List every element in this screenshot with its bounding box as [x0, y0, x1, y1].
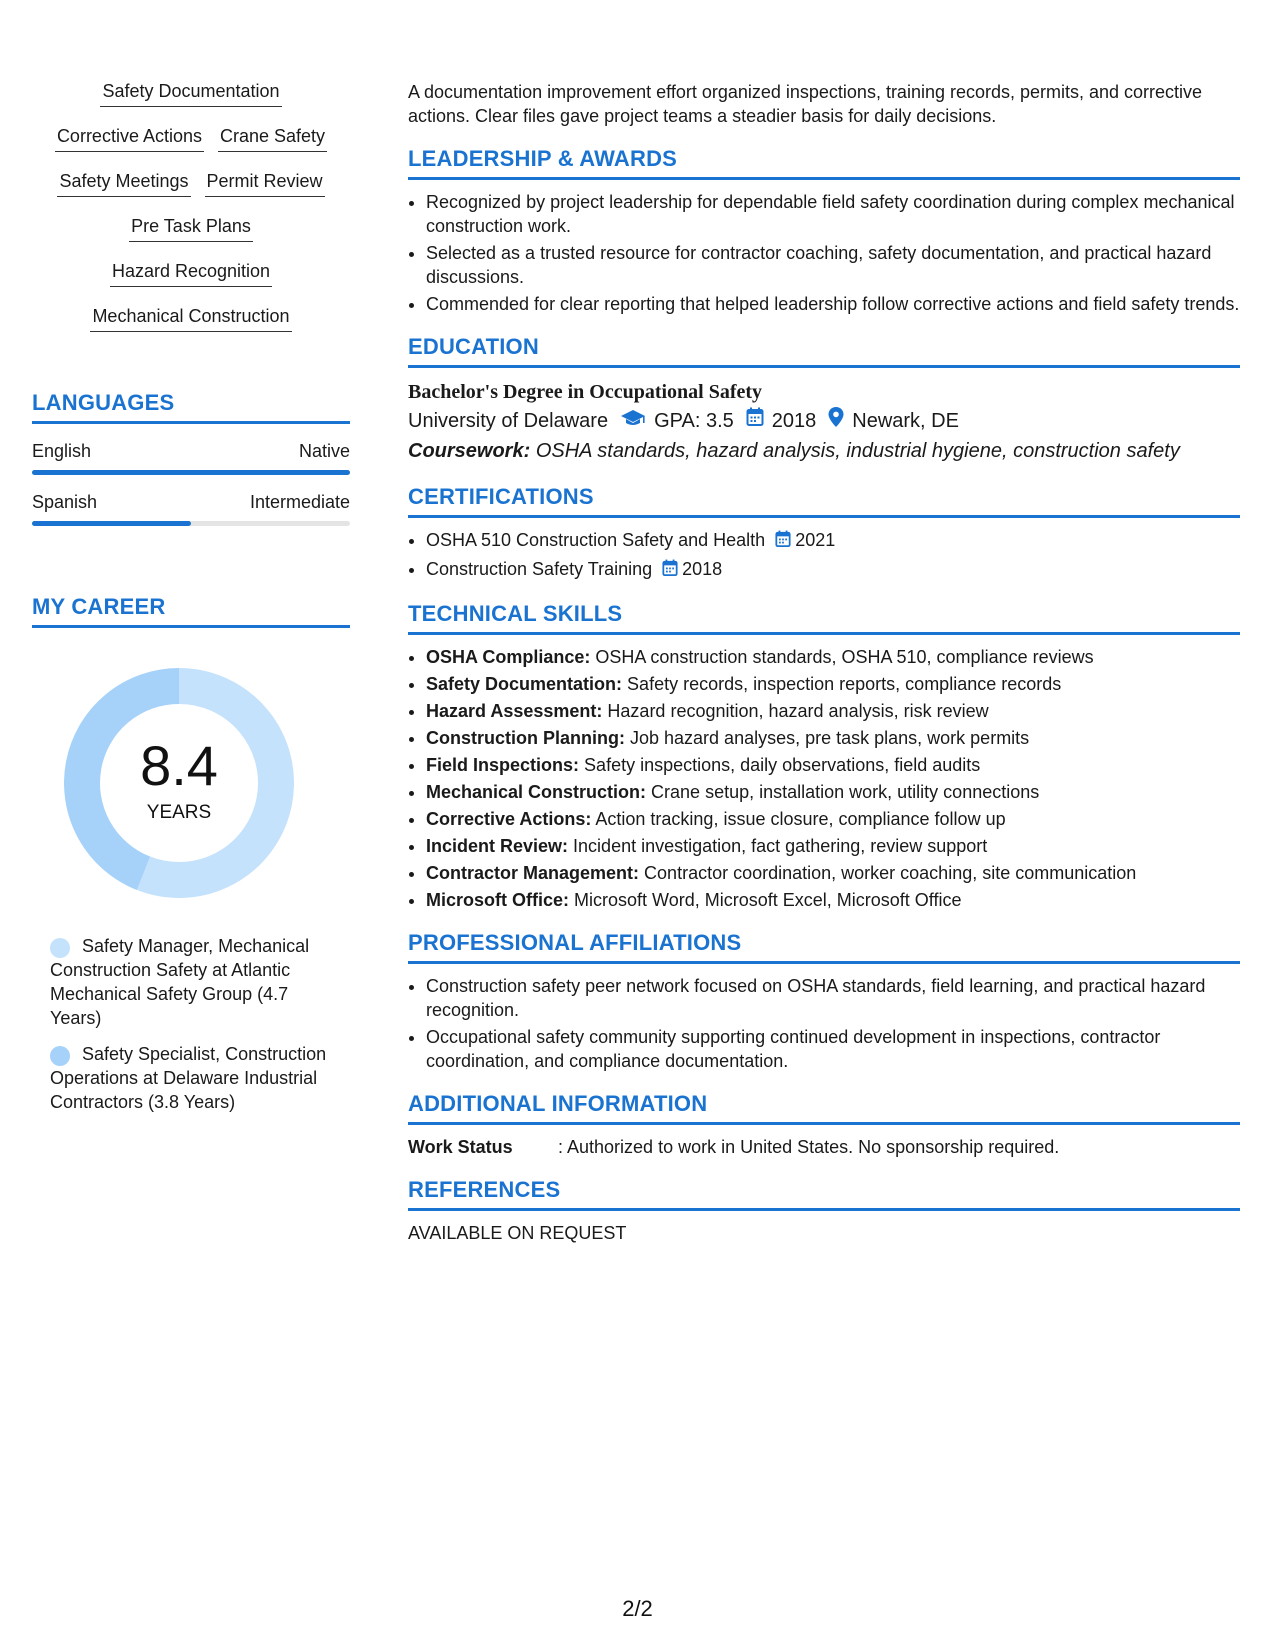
education-location: Newark, DE — [852, 410, 959, 432]
technical-skill-label: Construction Planning: — [426, 728, 625, 748]
leadership-item: • Commended for clear reporting that helped leadership follow corrective actions and field safety trends. — [426, 292, 1240, 316]
coursework-label: Coursework: — [408, 440, 531, 462]
calendar-icon — [662, 559, 678, 583]
career-total: 8.4 — [140, 734, 218, 797]
skill-tags — [32, 80, 350, 350]
technical-skill-label: Microsoft Office: — [426, 890, 570, 910]
education-meta — [408, 406, 1240, 436]
career-dot — [50, 938, 70, 958]
additional-title: ADDITIONAL INFORMATION — [408, 1091, 1240, 1125]
technical-skill-label: Safety Documentation: — [426, 674, 623, 694]
career-item-text: Safety Manager, Mechanical Construction Safety at Atlantic Mechanical Safety Group (4.7 Years) — [50, 936, 310, 1028]
certifications-section — [408, 484, 1240, 583]
language-row — [32, 440, 350, 462]
language-name: Spanish — [32, 492, 98, 512]
language-bar — [32, 521, 350, 526]
technical-skill-label: Hazard Assessment: — [426, 701, 603, 721]
career-unit: YEARS — [146, 802, 212, 823]
career-item — [50, 934, 340, 1030]
work-status-value: : Authorized to work in United States. No sponsorship required. — [558, 1137, 1060, 1157]
calendar-icon — [775, 530, 791, 554]
technical-skills-list — [408, 645, 1240, 912]
language-bar-fill — [32, 521, 191, 526]
affiliations-title: PROFESSIONAL AFFILIATIONS — [408, 930, 1240, 964]
certification-name: Construction Safety Training — [426, 559, 653, 579]
career-title: MY CAREER — [32, 594, 350, 628]
career-list — [50, 934, 340, 1114]
intro-paragraph: A documentation improvement effort organized inspections, training records, permits, and corrective actions. Clear files gave project teams a steadier basis for daily decisions. — [408, 82, 1203, 126]
skill-tag-row — [32, 305, 350, 350]
technical-skills-section — [408, 601, 1240, 912]
calendar-icon — [746, 406, 764, 436]
education-title: EDUCATION — [408, 334, 1240, 368]
affiliations-list — [408, 974, 1240, 1073]
skill-tag: Pre Task Plans — [129, 215, 253, 242]
technical-skill-item — [426, 834, 1240, 858]
graduation-cap-icon — [620, 406, 646, 436]
certification-name: OSHA 510 Construction Safety and Health — [426, 530, 766, 550]
technical-skill-item — [426, 726, 1240, 750]
skill-tag-row — [32, 170, 350, 215]
certification-item — [426, 528, 1240, 554]
skill-tag-row — [32, 125, 350, 170]
technical-skill-label: OSHA Compliance: — [426, 647, 591, 667]
technical-skill-item — [426, 699, 1240, 723]
technical-skill-label: Field Inspections: — [426, 755, 580, 775]
right-column — [408, 80, 1240, 1245]
skill-tag: Corrective Actions — [55, 125, 204, 152]
skill-tag: Safety Documentation — [100, 80, 281, 107]
language-level: Intermediate — [249, 492, 350, 512]
leadership-list — [408, 190, 1240, 316]
technical-skill-text: Job hazard analyses, pre task plans, work permits — [630, 728, 1030, 748]
technical-skill-label: Mechanical Construction: — [426, 782, 647, 802]
leadership-title: LEADERSHIP & AWARDS — [408, 146, 1240, 180]
technical-skill-text: Incident investigation, fact gathering, review support — [573, 836, 988, 856]
leadership-item: • Selected as a trusted resource for contractor coaching, safety documentation, and practical hazard discussions. — [426, 241, 1240, 289]
technical-skill-text: Action tracking, issue closure, compliance follow up — [595, 809, 1006, 829]
technical-skill-text: Microsoft Word, Microsoft Excel, Microsoft Office — [574, 890, 962, 910]
language-level: Native — [298, 441, 350, 461]
language-bar — [32, 470, 350, 475]
technical-skill-item — [426, 807, 1240, 831]
left-column — [32, 80, 350, 1126]
affiliations-section — [408, 930, 1240, 1073]
career-item — [50, 1042, 340, 1114]
skill-tag: Safety Meetings — [57, 170, 190, 197]
technical-skill-label: Corrective Actions: — [426, 809, 592, 829]
leadership-section — [408, 146, 1240, 316]
language-row — [32, 491, 350, 513]
skill-tag: Mechanical Construction — [90, 305, 291, 332]
skill-tag: Hazard Recognition — [110, 260, 272, 287]
education-coursework — [408, 436, 1240, 466]
coursework-text: OSHA standards, hazard analysis, industrial hygiene, construction safety — [535, 440, 1180, 462]
technical-skill-item — [426, 861, 1240, 885]
references-text: AVAILABLE ON REQUEST — [408, 1223, 627, 1243]
technical-skill-item — [426, 753, 1240, 777]
technical-skill-label: Incident Review: — [426, 836, 569, 856]
language-item — [32, 440, 350, 475]
technical-skill-item — [426, 780, 1240, 804]
technical-skill-text: Crane setup, installation work, utility connections — [651, 782, 1040, 802]
education-school: University of Delaware — [408, 410, 609, 432]
technical-skill-item — [426, 645, 1240, 669]
technical-skill-text: Contractor coordination, worker coaching, site communication — [644, 863, 1137, 883]
languages-title: LANGUAGES — [32, 390, 350, 424]
language-item — [32, 491, 350, 526]
affiliation-item: • Occupational safety community supporting continued development in inspections, contractor coordination, and compliance documentation. — [426, 1025, 1240, 1073]
skill-tag: Permit Review — [205, 170, 325, 197]
references-title: REFERENCES — [408, 1177, 1240, 1211]
technical-skills-title: TECHNICAL SKILLS — [408, 601, 1240, 635]
work-status-row — [408, 1135, 1240, 1159]
technical-skill-text: Safety inspections, daily observations, field audits — [584, 755, 981, 775]
language-bar-fill — [32, 470, 350, 475]
skill-tag-row — [32, 260, 350, 305]
certifications-title: CERTIFICATIONS — [408, 484, 1240, 518]
education-year: 2018 — [771, 410, 817, 432]
skill-tag-row — [32, 215, 350, 260]
certification-year: 2018 — [682, 559, 723, 579]
technical-skill-text: Hazard recognition, hazard analysis, risk review — [607, 701, 989, 721]
affiliation-item: • Construction safety peer network focused on OSHA standards, field learning, and practical hazard recognition. — [426, 974, 1240, 1022]
skill-tag: Crane Safety — [218, 125, 327, 152]
certification-year: 2021 — [795, 530, 836, 550]
certification-item — [426, 557, 1240, 583]
career-dot — [50, 1046, 70, 1066]
technical-skill-item — [426, 888, 1240, 912]
skill-tag-row — [32, 80, 350, 125]
additional-section — [408, 1091, 1240, 1159]
page-number: 2/2 — [622, 1596, 653, 1621]
education-gpa: GPA: 3.5 — [654, 410, 734, 432]
education-section — [408, 334, 1240, 466]
technical-skill-text: Safety records, inspection reports, compliance records — [627, 674, 1062, 694]
career-donut — [64, 668, 294, 898]
career-item-text: Safety Specialist, Construction Operations at Delaware Industrial Contractors (3.8 Years) — [50, 1044, 327, 1112]
technical-skill-text: OSHA construction standards, OSHA 510, compliance reviews — [595, 647, 1094, 667]
language-name: English — [32, 441, 92, 461]
languages-list — [32, 440, 350, 526]
location-pin-icon — [828, 406, 844, 436]
technical-skill-item — [426, 672, 1240, 696]
references-section — [408, 1177, 1240, 1245]
work-status-label: Work Status — [408, 1137, 513, 1157]
education-degree: Bachelor's Degree in Occupational Safety — [408, 381, 763, 403]
technical-skill-label: Contractor Management: — [426, 863, 640, 883]
leadership-item: • Recognized by project leadership for dependable field safety coordination during complex mechanical construction work. — [426, 190, 1240, 238]
certifications-list — [408, 528, 1240, 583]
